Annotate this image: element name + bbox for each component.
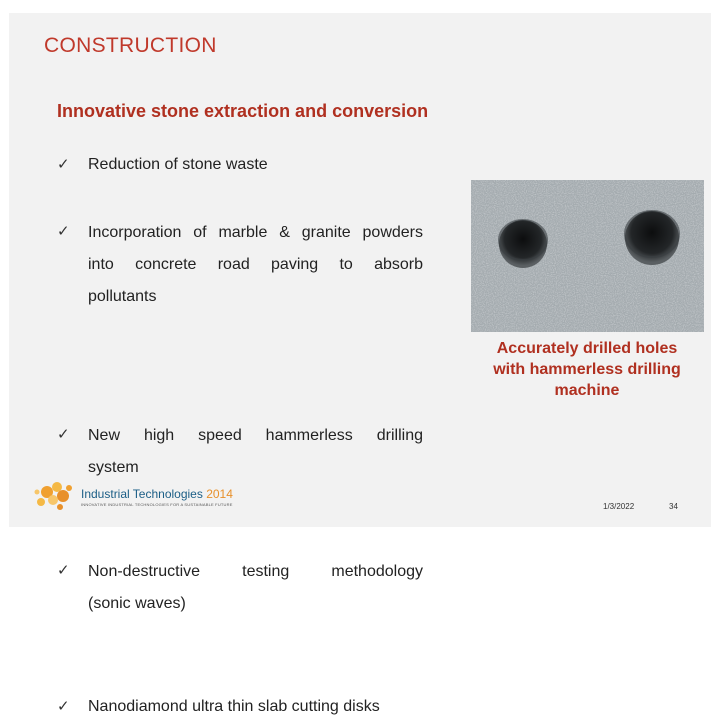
checkmark-icon: ✓ bbox=[57, 425, 70, 443]
checkmark-icon: ✓ bbox=[57, 697, 70, 715]
bullet-line: Incorporation of marble & granite powders bbox=[88, 224, 423, 241]
bullet-text bbox=[88, 556, 423, 620]
bullet-line: system bbox=[88, 459, 139, 476]
bullet-item bbox=[57, 217, 423, 317]
footer-date: 1/3/2022 bbox=[603, 502, 635, 511]
bullet-line: pollutants bbox=[88, 288, 157, 305]
checkmark-icon: ✓ bbox=[57, 155, 70, 173]
bullet-item bbox=[57, 420, 423, 486]
checkmark-icon: ✓ bbox=[57, 222, 70, 240]
industrial-technologies-logo bbox=[33, 478, 233, 514]
bullet-item bbox=[57, 692, 423, 722]
slide-subtitle: Innovative stone extraction and conversion bbox=[57, 101, 429, 121]
caption-line: machine bbox=[554, 382, 620, 399]
bullet-item bbox=[57, 150, 423, 180]
bullet-line: into concrete road paving to absorb bbox=[88, 256, 423, 273]
caption-line: with hammerless drilling bbox=[493, 361, 681, 378]
bullet-text bbox=[88, 691, 448, 723]
checkmark-icon: ✓ bbox=[57, 561, 70, 579]
photo-caption bbox=[476, 338, 698, 401]
bullet-text bbox=[88, 217, 423, 313]
logo-name: Industrial Technologies bbox=[81, 487, 203, 501]
bullet-item bbox=[57, 556, 423, 622]
logo-tagline: INNOVATIVE INDUSTRIAL TECHNOLOGIES FOR A SUSTAINABLE FUTURE bbox=[81, 502, 233, 507]
logo-wordmark bbox=[81, 487, 233, 501]
bullet-line: New high speed hammerless drilling bbox=[88, 427, 423, 444]
section-title: CONSTRUCTION bbox=[44, 34, 217, 57]
bullet-line: Nanodiamond ultra thin slab cutting disks bbox=[88, 698, 380, 715]
bullet-line: (sonic waves) bbox=[88, 595, 186, 612]
bullet-line: Reduction of stone waste bbox=[88, 156, 268, 173]
bullet-text bbox=[88, 420, 423, 484]
bullet-line: Non-destructive testing methodology bbox=[88, 563, 423, 580]
flower-logo-icon bbox=[33, 478, 79, 514]
footer-page-number: 34 bbox=[669, 502, 678, 511]
caption-line: Accurately drilled holes bbox=[496, 340, 678, 357]
logo-year: 2014 bbox=[206, 487, 233, 501]
granite-drilled-holes-photo bbox=[471, 180, 704, 332]
bullet-text bbox=[88, 149, 423, 181]
